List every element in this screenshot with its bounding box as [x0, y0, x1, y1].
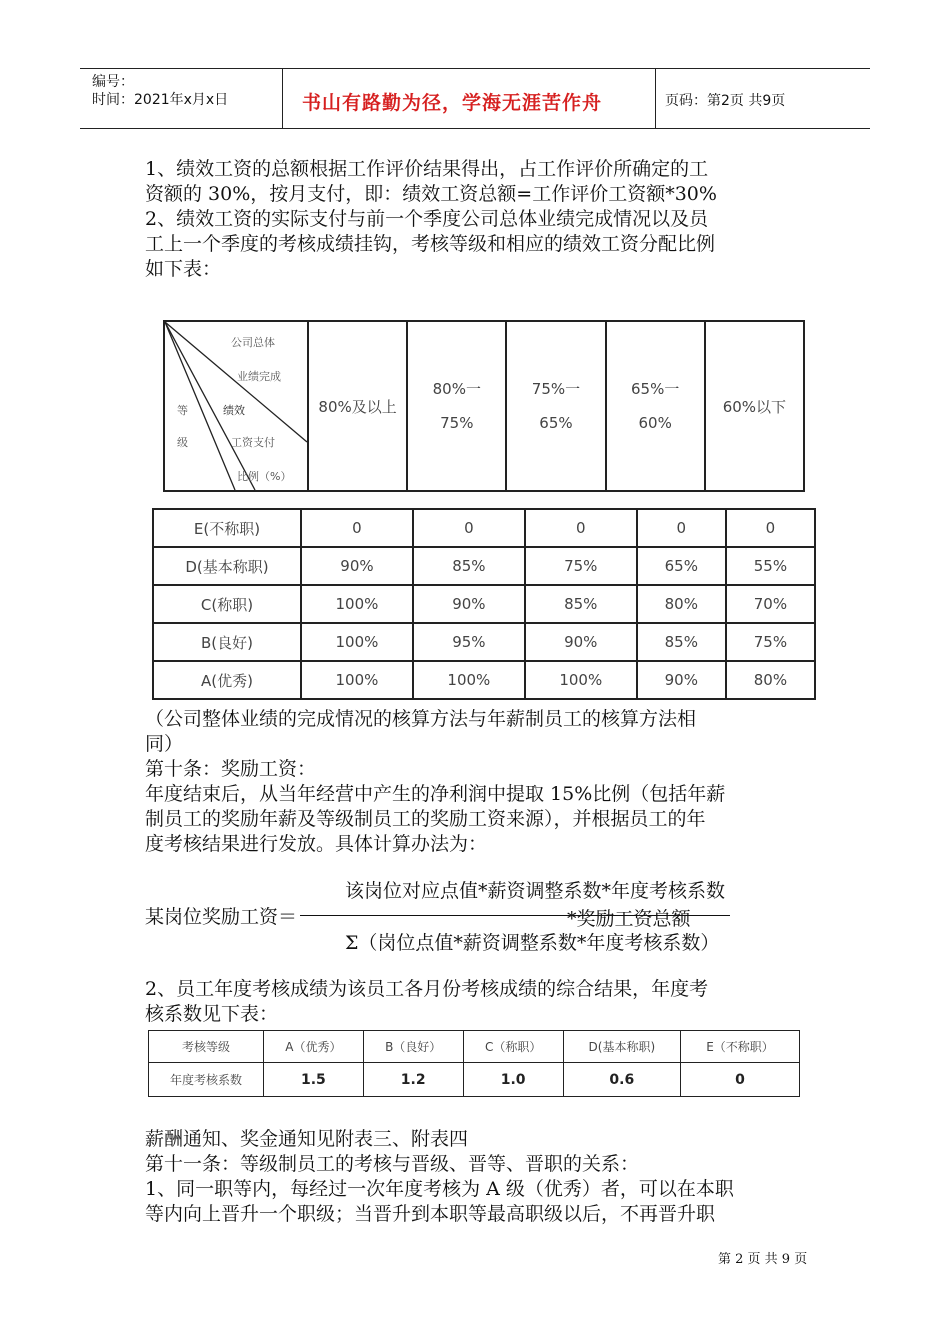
value-cell: 95%	[413, 623, 525, 661]
diag-label-mid2: 工资支付	[231, 436, 275, 449]
grade-cell: D(基本称职)	[153, 547, 301, 585]
value-cell: 1.2	[363, 1063, 463, 1097]
formula-denominator: Σ（岗位点值*薪资调整系数*年度考核系数）	[345, 932, 720, 954]
paragraph-3	[145, 977, 825, 1027]
header-range-4	[606, 321, 705, 491]
header-range-2	[407, 321, 506, 491]
value-cell: 100%	[301, 661, 413, 699]
text-line: 2、绩效工资的实际支付与前一个季度公司总体业绩完成情况以及员	[145, 208, 709, 230]
header-range-label: 75%	[440, 414, 474, 432]
grade-cell: E(不称职)	[153, 509, 301, 547]
text-line: 资额的 30%，按月支付，即：绩效工资总额=工作评价工资额*30%	[145, 183, 717, 205]
diagonal-header-cell	[164, 321, 308, 491]
formula-numerator: 该岗位对应点值*薪资调整系数*年度考核系数	[345, 880, 726, 902]
header-top-rule	[80, 68, 870, 69]
text-line: 薪酬通知、奖金通知见附表三、附表四	[145, 1128, 469, 1150]
header-motto: 书山有路勤为径，学海无涯苦作舟	[302, 92, 603, 114]
header-cell: B（良好）	[363, 1031, 463, 1063]
text-line: 制员工的奖励年薪及等级制员工的奖励工资来源），并根据员工的年	[145, 808, 706, 830]
article-heading: 第十一条：等级制员工的考核与晋级、晋等、晋职的关系：	[145, 1153, 640, 1175]
value-cell: 55%	[726, 547, 815, 585]
formula-mid: *奖励工资总额	[567, 908, 691, 930]
value-cell: 75%	[525, 547, 637, 585]
grade-cell: C(称职)	[153, 585, 301, 623]
table-row	[153, 661, 815, 699]
value-cell: 0	[680, 1063, 799, 1097]
value-cell: 100%	[525, 661, 637, 699]
value-cell: 0	[301, 509, 413, 547]
value-cell: 90%	[301, 547, 413, 585]
value-cell: 100%	[413, 661, 525, 699]
diag-label-mid1: 绩效	[223, 404, 245, 417]
annual-coefficient-table	[148, 1030, 800, 1097]
value-cell: 80%	[637, 585, 726, 623]
text-line: 年度结束后，从当年经营中产生的净利润中提取 15%比例（包括年薪	[145, 783, 726, 805]
value-cell: 80%	[726, 661, 815, 699]
value-cell: 85%	[413, 547, 525, 585]
header-range-label: 60%	[638, 414, 672, 432]
value-cell: 100%	[301, 623, 413, 661]
header-cell: D(基本称职)	[563, 1031, 680, 1063]
header-bottom-rule	[80, 128, 870, 129]
diag-label-top1: 公司总体	[231, 336, 275, 349]
header-code: 编号：	[92, 74, 134, 90]
value-cell: 1.5	[264, 1063, 364, 1097]
value-cell: 75%	[726, 623, 815, 661]
table-row	[153, 547, 815, 585]
value-cell: 90%	[637, 661, 726, 699]
page-footer: 第 2 页 共 9 页	[718, 1252, 808, 1267]
header-range-label: 80%及以上	[318, 397, 397, 416]
formula	[0, 870, 950, 960]
diag-label-bottom: 比例（%）	[237, 470, 292, 483]
value-cell: 0	[413, 509, 525, 547]
value-cell: 0.6	[563, 1063, 680, 1097]
header-range-1	[308, 321, 407, 491]
header-page-info: 页码：第2页 共9页	[665, 93, 786, 109]
header-divider-1	[282, 68, 283, 128]
diag-label-grade-a: 等	[177, 404, 188, 417]
grade-table	[152, 508, 816, 700]
table-row	[153, 585, 815, 623]
table-row	[153, 623, 815, 661]
diag-label-grade-b: 级	[177, 436, 188, 449]
paragraph-4	[145, 1127, 825, 1227]
paragraph-2	[145, 707, 825, 857]
header-range-label: 80%一	[432, 380, 481, 398]
paragraph-1	[145, 157, 825, 282]
formula-left: 某岗位奖励工资＝	[145, 906, 298, 928]
diagonal-cell-content	[165, 322, 307, 490]
grade-cell: A(优秀)	[153, 661, 301, 699]
grade-cell: B(良好)	[153, 623, 301, 661]
diag-label-top2: 业绩完成	[237, 370, 281, 383]
value-cell: 90%	[413, 585, 525, 623]
text-line: 等内向上晋升一个职级；当晋升到本职等最高职级以后，不再晋升职	[145, 1203, 716, 1225]
header-cell: 考核等级	[149, 1031, 264, 1063]
performance-header-table	[163, 320, 805, 492]
value-cell: 100%	[301, 585, 413, 623]
text-line: 同）	[145, 733, 184, 755]
table-row	[153, 509, 815, 547]
header-range-label: 65%一	[630, 380, 680, 398]
value-cell: 85%	[637, 623, 726, 661]
value-cell: 90%	[525, 623, 637, 661]
table-row	[149, 1031, 800, 1063]
text-line: 核系数见下表：	[145, 1003, 279, 1025]
value-cell: 0	[525, 509, 637, 547]
text-line: 工上一个季度的考核成绩挂钩，考核等级和相应的绩效工资分配比例	[145, 233, 716, 255]
header-range-label: 65%	[539, 414, 573, 432]
header-cell: E（不称职）	[680, 1031, 799, 1063]
value-cell: 70%	[726, 585, 815, 623]
text-line: 度考核结果进行发放。具体计算办法为：	[145, 833, 488, 855]
text-line: （公司整体业绩的完成情况的核算方法与年薪制员工的核算方法相	[145, 708, 697, 730]
value-cell: 1.0	[463, 1063, 563, 1097]
value-cell: 65%	[637, 547, 726, 585]
value-cell: 0	[637, 509, 726, 547]
value-cell: 0	[726, 509, 815, 547]
row-label-cell: 年度考核系数	[149, 1063, 264, 1097]
header-cell: A（优秀）	[264, 1031, 364, 1063]
header-time: 时间：2021年x月x日	[92, 92, 229, 108]
header-range-label: 75%一	[531, 380, 581, 398]
text-line: 2、员工年度考核成绩为该员工各月份考核成绩的综合结果，年度考	[145, 978, 709, 1000]
header-range-label: 60%以下	[722, 397, 787, 416]
header-divider-2	[655, 68, 656, 128]
header-cell: C（称职）	[463, 1031, 563, 1063]
table-row	[149, 1063, 800, 1097]
header-range-3	[506, 321, 605, 491]
article-heading: 第十条：奖励工资：	[145, 758, 317, 780]
text-line: 1、绩效工资的总额根据工作评价结果得出，占工作评价所确定的工	[145, 158, 709, 180]
text-line: 1、同一职等内，每经过一次年度考核为 A 级（优秀）者，可以在本职	[145, 1178, 734, 1200]
value-cell: 85%	[525, 585, 637, 623]
text-line: 如下表：	[145, 258, 222, 280]
header-range-5	[705, 321, 804, 491]
